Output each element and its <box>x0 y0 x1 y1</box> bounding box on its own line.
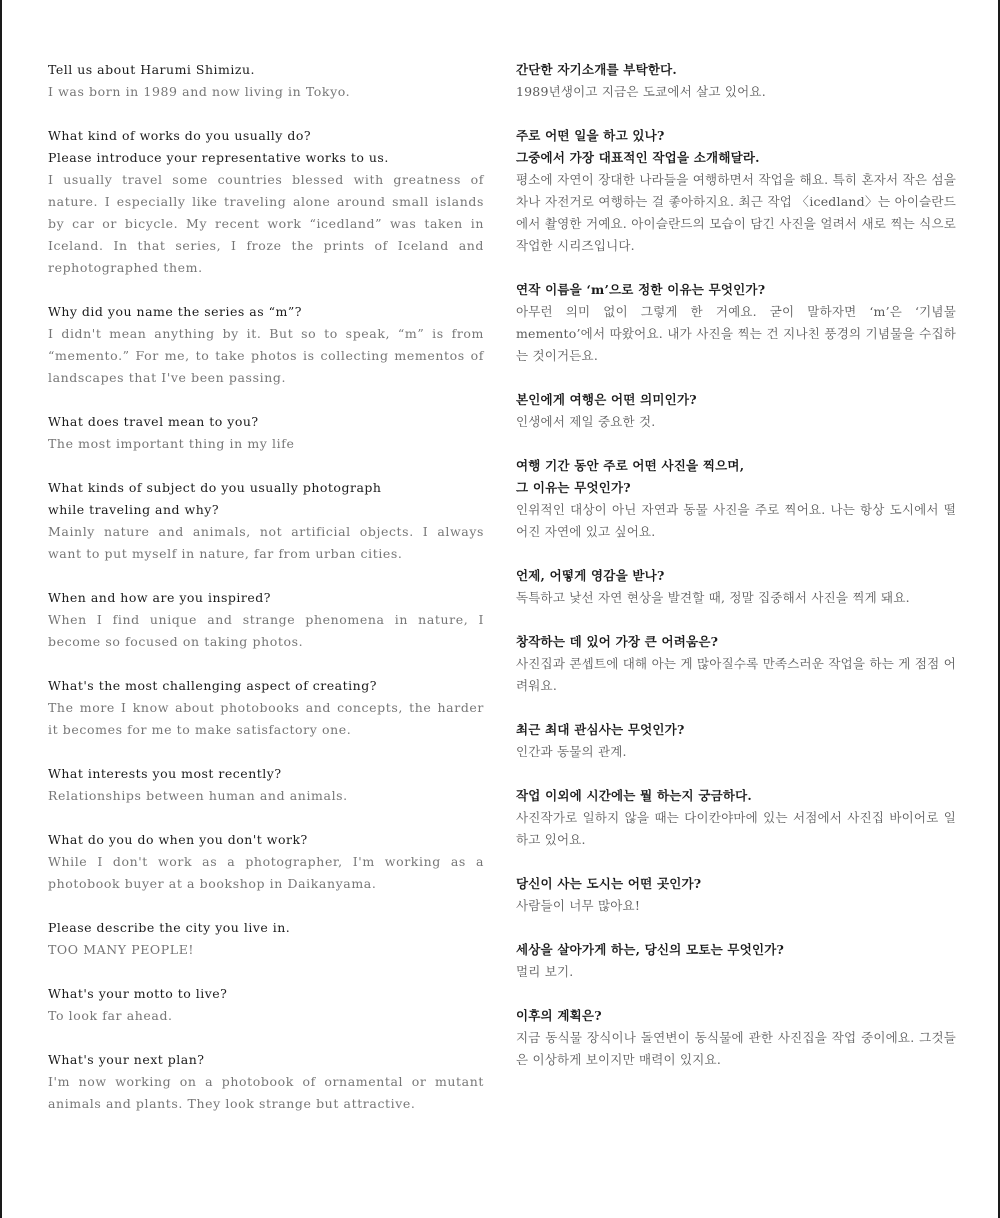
answer-text: While I don't work as a photographer, I'm working as a photobook buyer at a bookshop in Daikanyama. <box>48 854 484 891</box>
answer-text: 평소에 자연이 장대한 나라들을 여행하면서 작업을 해요. 특히 혼자서 작은 섬을 차나 자전거로 여행하는 걸 좋아하지요. 최근 작업 〈icedland〉는 아이슬란드에서 촬영한 거예요. 아이슬란드의 모습이 담긴 사진을 얼려서 새로 찍는 식으로 작업한 시리즈입니다. <box>516 172 956 253</box>
question-line: Please describe the city you live in. <box>48 920 291 935</box>
answer-text: 사진작가로 일하지 않을 때는 다이칸야마에 있는 서점에서 사진집 바이어로 일하고 있어요. <box>516 810 956 847</box>
qa-block <box>48 1049 484 1115</box>
qa-block <box>516 719 956 763</box>
question-line: 연작 이름을 ‘m’으로 정한 이유는 무엇인가? <box>516 282 766 297</box>
question-line: What's your next plan? <box>48 1052 205 1067</box>
qa-block <box>516 939 956 983</box>
question-line: What does travel mean to you? <box>48 414 259 429</box>
question-line: What interests you most recently? <box>48 766 282 781</box>
qa-block <box>516 125 956 257</box>
qa-block <box>516 785 956 851</box>
qa-block <box>48 917 484 961</box>
qa-block <box>48 59 484 103</box>
question-line: 그중에서 가장 대표적인 작업을 소개해달라. <box>516 150 760 165</box>
answer-text: TOO MANY PEOPLE! <box>48 942 195 957</box>
answer-text: The most important thing in my life <box>48 436 295 451</box>
answer-text: I was born in 1989 and now living in Tokyo. <box>48 84 351 99</box>
question-line: 여행 기간 동안 주로 어떤 사진을 찍으며, <box>516 458 745 473</box>
answer-text: The more I know about photobooks and concepts, the harder it becomes for me to make satisfactory one. <box>48 700 484 737</box>
answer-text: Relationships between human and animals. <box>48 788 348 803</box>
english-interview-column <box>48 59 484 1137</box>
qa-block <box>516 631 956 697</box>
question-line: What kinds of subject do you usually photograph <box>48 480 382 495</box>
question-line: while traveling and why? <box>48 502 220 517</box>
question-line: 그 이유는 무엇인가? <box>516 480 631 495</box>
answer-text: 독특하고 낯선 자연 현상을 발견할 때, 정말 집중해서 사진을 찍게 돼요. <box>516 590 910 605</box>
answer-text: To look far ahead. <box>48 1008 173 1023</box>
question-line: 세상을 살아가게 하는, 당신의 모토는 무엇인가? <box>516 942 785 957</box>
question-line: 창작하는 데 있어 가장 큰 어려움은? <box>516 634 719 649</box>
answer-text: 인위적인 대상이 아닌 자연과 동물 사진을 주로 찍어요. 나는 항상 도시에서 떨어진 자연에 있고 싶어요. <box>516 502 956 539</box>
question-line: 최근 최대 관심사는 무엇인가? <box>516 722 685 737</box>
question-line: When and how are you inspired? <box>48 590 271 605</box>
qa-block <box>48 983 484 1027</box>
page-border-left <box>0 0 2 1218</box>
qa-block <box>48 477 484 565</box>
answer-text: I'm now working on a photobook of ornamental or mutant animals and plants. They look strange but attractive. <box>48 1074 484 1111</box>
qa-block <box>48 829 484 895</box>
question-line: Please introduce your representative works to us. <box>48 150 389 165</box>
qa-block <box>516 873 956 917</box>
qa-block <box>48 411 484 455</box>
answer-text: 아무런 의미 없이 그렇게 한 거예요. 굳이 말하자면 ‘m’은 ‘기념물 memento’에서 따왔어요. 내가 사진을 찍는 건 지나친 풍경의 기념물을 수집하는 것이거든요. <box>516 304 956 363</box>
qa-block <box>516 565 956 609</box>
answer-text: Mainly nature and animals, not artificial objects. I always want to put myself in nature, far from urban cities. <box>48 524 484 561</box>
qa-block <box>48 587 484 653</box>
korean-interview-column <box>516 59 956 1093</box>
question-line: 당신이 사는 도시는 어떤 곳인가? <box>516 876 702 891</box>
answer-text: I usually travel some countries blessed with greatness of nature. I especially like traveling alone around small islands by car or bicycle. My recent work “icedland” was taken in Iceland. In that series, I froze the prints of Iceland and rephotographed them. <box>48 172 484 275</box>
qa-block <box>48 301 484 389</box>
question-line: What do you do when you don't work? <box>48 832 308 847</box>
question-line: What's your motto to live? <box>48 986 228 1001</box>
question-line: Why did you name the series as “m”? <box>48 304 302 319</box>
answer-text: 사람들이 너무 많아요! <box>516 898 641 913</box>
answer-text: 멀리 보기. <box>516 964 574 979</box>
question-line: What kind of works do you usually do? <box>48 128 312 143</box>
question-line: Tell us about Harumi Shimizu. <box>48 62 255 77</box>
question-line: 본인에게 여행은 어떤 의미인가? <box>516 392 697 407</box>
qa-block <box>48 675 484 741</box>
answer-text: 인간과 동물의 관계. <box>516 744 627 759</box>
qa-block <box>48 125 484 279</box>
answer-text: 사진집과 콘셉트에 대해 아는 게 많아질수록 만족스러운 작업을 하는 게 점점 어려워요. <box>516 656 956 693</box>
qa-block <box>516 1005 956 1071</box>
qa-block <box>516 279 956 367</box>
question-line: 주로 어떤 일을 하고 있나? <box>516 128 665 143</box>
question-line: What's the most challenging aspect of creating? <box>48 678 377 693</box>
answer-text: 지금 동식물 장식이나 돌연변이 동식물에 관한 사진집을 작업 중이에요. 그것들은 이상하게 보이지만 매력이 있지요. <box>516 1030 956 1067</box>
qa-block <box>516 59 956 103</box>
qa-block <box>48 763 484 807</box>
question-line: 이후의 계획은? <box>516 1008 602 1023</box>
qa-block <box>516 389 956 433</box>
qa-block <box>516 455 956 543</box>
question-line: 간단한 자기소개를 부탁한다. <box>516 62 677 77</box>
answer-text: 인생에서 제일 중요한 것. <box>516 414 656 429</box>
question-line: 작업 이외에 시간에는 뭘 하는지 궁금하다. <box>516 788 752 803</box>
answer-text: I didn't mean anything by it. But so to speak, “m” is from “memento.” For me, to take photos is collecting mementos of landscapes that I've been passing. <box>48 326 484 385</box>
answer-text: 1989년생이고 지금은 도쿄에서 살고 있어요. <box>516 84 766 99</box>
answer-text: When I find unique and strange phenomena in nature, I become so focused on taking photos. <box>48 612 484 649</box>
question-line: 언제, 어떻게 영감을 받나? <box>516 568 665 583</box>
